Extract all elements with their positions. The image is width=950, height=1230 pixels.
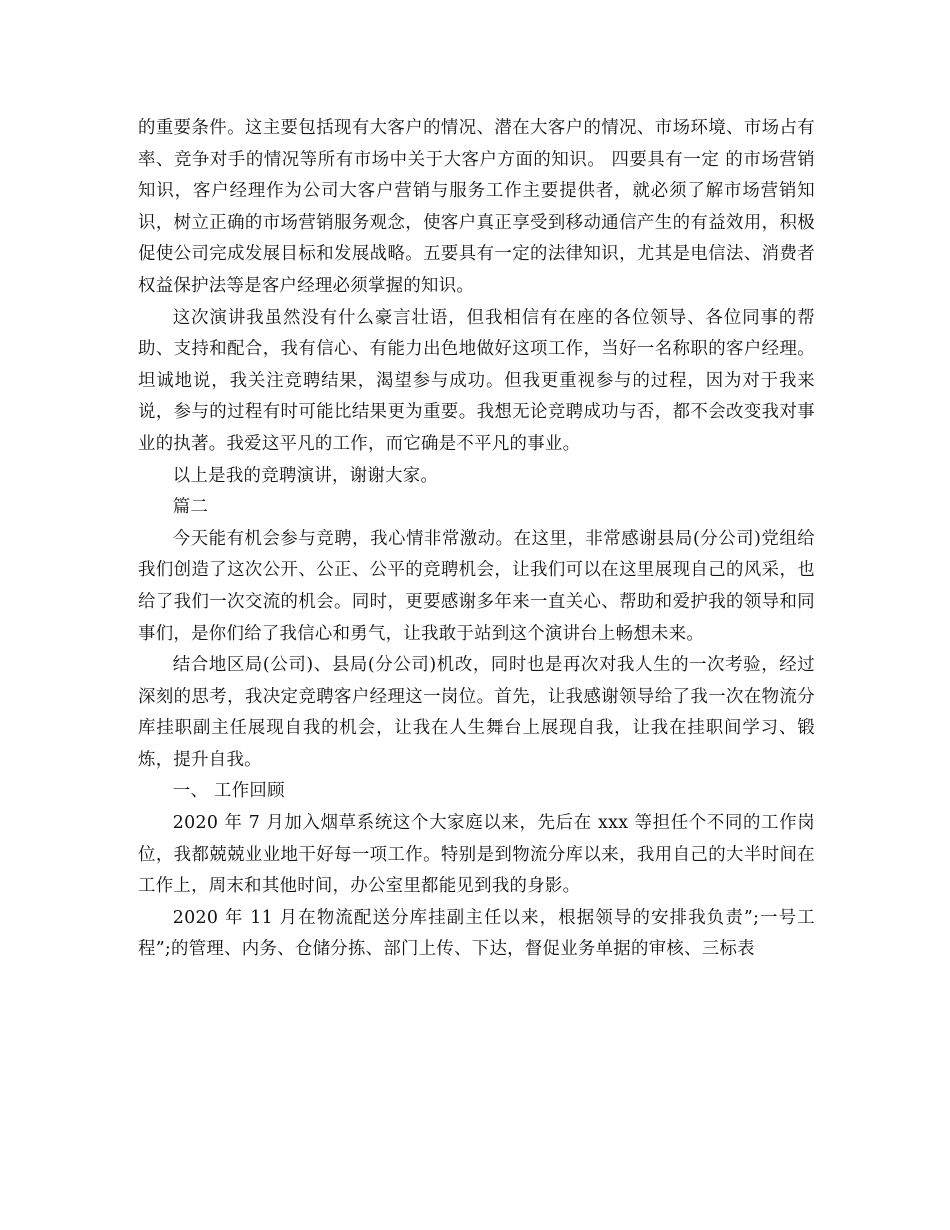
document-page	[138, 113, 815, 966]
paragraph-1: 的重要条件。这主要包括现有大客户的情况、潜在大客户的情况、市场环境、市场占有率、竞争对手的情况等所有市场中关于大客户方面的知识。 四要具有一定 的市场营销知识，客户经理作为公司大客户营销与服务工作主要提供者，就必须了解市场营销知识，树立正确的市场营销服务观念，使客户真正享受到移动通信产生的有益效用，积极促使公司完成发展目标和发展战略。五要具有一定的法律知识，尤其是电信法、消费者权益保护法等是客户经理必须掌握的知识。	[138, 118, 815, 296]
paragraph-6: 结合地区局(公司)、县局(分公司)机改，同时也是再次对我人生的一次考验，经过深刻的思考，我决定竞聘客户经理这一岗位。首先，让我感谢领导给了我一次在物流分库挂职副主任展现自我的机会，让我在人生舞台上展现自我，让我在挂职间学习、锻炼，提升自我。	[138, 655, 815, 770]
paragraph-5: 今天能有机会参与竞聘，我心情非常激动。在这里，非常感谢县局(分公司)党组给我们创造了这次公开、公正、公平的竞聘机会，让我们可以在这里展现自己的风采，也给了我们一次交流的机会。同时，更要感谢多年来一直关心、帮助和爱护我的领导和同事们，是你们给了我信心和勇气，让我敢于站到这个演讲台上畅想未来。	[138, 528, 815, 644]
paragraph-3: 以上是我的竞聘演讲，谢谢大家。	[172, 465, 439, 486]
paragraph-2: 这次演讲我虽然没有什么豪言壮语，但我相信有在座的各位领导、各位同事的帮助、支持和配合，我有信心、有能力出色地做好这项工作，当好一名称职的客户经理。坦诚地说，我关注竞聘结果，渴望参与成功。但我更重视参与的过程，因为对于我来说，参与的过程有时可能比结果更为重要。我想无论竞聘成功与否，都不会改变我对事业的执著。我爱这平凡的工作，而它确是不平凡的事业。	[138, 307, 815, 454]
section-heading-work-review: 一、 工作回顾	[172, 781, 285, 802]
section-heading-pian-er: 篇二	[172, 497, 209, 518]
paragraph-9: 2020 年 11 月在物流配送分库挂副主任以来，根据领导的安排我负责”;一号工程”;的管理、内务、仓储分拣、部门上传、下达，督促业务单据的审核、三标表	[138, 907, 815, 960]
paragraph-8: 2020 年 7 月加入烟草系统这个大家庭以来，先后在 xxx 等担任个不同的工作岗位，我都兢兢业业地干好每一项工作。特别是到物流分库以来，我用自己的大半时间在工作上，周末和其他时间，办公室里都能见到我的身影。	[138, 813, 815, 897]
